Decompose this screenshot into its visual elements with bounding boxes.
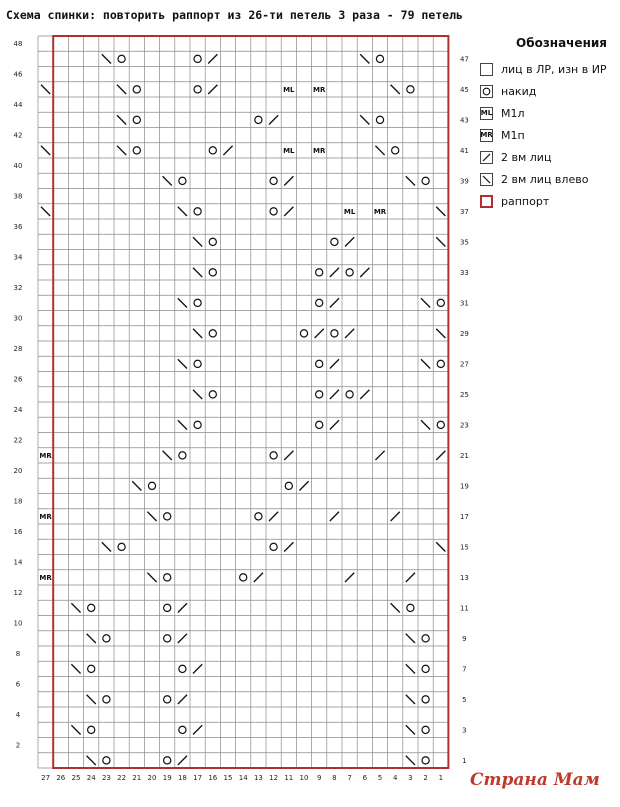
row-label-left: 42 [13,131,23,140]
row-label-right: 1 [462,756,467,765]
repeat-box-icon [480,195,493,208]
row-label-right: 39 [459,177,469,186]
row-label-left: 24 [13,406,23,415]
watermark-logo: Страна Мам [470,770,600,790]
yarn-over-mark [407,86,414,93]
row-label-left: 20 [13,467,23,476]
yarn-over-mark [88,726,95,733]
row-label-left: 6 [15,680,21,689]
k2tog-mark [269,115,278,124]
legend-label-repeat: раппорт [501,194,550,208]
column-label: 22 [117,774,127,782]
row-label-right: 5 [462,695,467,704]
yarn-over-mark [331,238,338,245]
legend-item-repeat [480,190,615,212]
yarn-over-mark [179,177,186,184]
row-label-right: 7 [462,665,467,674]
knit-stitch-icon [480,63,493,76]
k2tog-mark [330,268,339,277]
yarn-over-mark [164,696,171,703]
k2tog-mark [193,664,202,673]
ssk-mark [406,664,415,673]
row-label-right: 17 [459,512,469,521]
row-label-right: 23 [459,421,469,430]
k2tog-icon [480,151,493,164]
k2tog-mark [299,481,308,490]
row-label-right: 29 [459,329,469,338]
yarn-over-mark [240,574,247,581]
ssk-mark [360,115,369,124]
yarn-over-mark [331,330,338,337]
yarn-over-mark [88,604,95,611]
column-label: 18 [177,774,187,782]
k2tog-mark [345,237,354,246]
column-label: 12 [269,774,279,782]
ssk-mark [163,176,172,185]
ssk-mark [87,756,96,765]
column-label: 15 [223,774,233,782]
row-label-left: 12 [13,589,23,598]
row-label-left: 22 [13,436,23,445]
k2tog-mark [223,146,232,155]
k2tog-mark [193,725,202,734]
column-label: 24 [86,774,96,782]
row-label-left: 44 [13,101,23,110]
row-label-left: 18 [13,497,23,506]
k2tog-mark [315,329,324,338]
legend-label-m1r: М1п [501,128,525,142]
row-label-right: 27 [459,360,469,369]
ssk-mark [178,207,187,216]
legend-label-ssk: 2 вм лиц влево [501,172,589,186]
yarn-over-mark [194,86,201,93]
row-label-right: 31 [459,299,469,308]
k2tog-mark [375,451,384,460]
k2tog-mark [208,54,217,63]
yarn-over-mark [133,86,140,93]
column-label: 27 [41,774,51,782]
k2tog-mark [391,512,400,521]
yarn-over-mark [209,238,216,245]
yarn-over-mark [437,360,444,367]
yarn-over-mark [376,55,383,62]
column-label: 1 [438,774,444,782]
ssk-mark [421,359,430,368]
legend [480,36,615,212]
yarn-over-mark [88,665,95,672]
row-label-left: 2 [15,741,21,750]
yarn-over-mark [164,513,171,520]
m1l-icon: ML [480,107,493,120]
ssk-mark [421,298,430,307]
row-label-right: 43 [459,116,469,125]
ssk-mark [193,329,202,338]
m1r-mark: MR [313,146,326,155]
row-label-right: 45 [459,85,469,94]
row-label-left: 16 [13,528,23,537]
ssk-icon [480,173,493,186]
row-label-left: 30 [13,314,23,323]
ssk-mark [41,85,50,94]
yarn-over-mark [270,543,277,550]
ssk-mark [147,512,156,521]
ssk-mark [132,481,141,490]
ssk-mark [406,176,415,185]
row-label-right: 33 [459,268,469,277]
yarn-over-mark [133,147,140,154]
row-label-left: 26 [13,375,23,384]
column-label: 14 [238,774,248,782]
k2tog-mark [178,695,187,704]
column-label: 21 [132,774,142,782]
column-label: 17 [193,774,203,782]
legend-title: Обозначения [516,36,607,50]
yarn-over-mark [209,147,216,154]
yarn-over-mark [376,116,383,123]
row-label-left: 14 [13,558,23,567]
column-label: 20 [147,774,157,782]
legend-item-m1l [480,102,615,124]
ssk-mark [117,115,126,124]
ssk-mark [178,298,187,307]
yarn-over-mark [392,147,399,154]
column-label: 5 [377,774,383,782]
yarn-over-mark [164,635,171,642]
ssk-mark [436,542,445,551]
row-label-left: 36 [13,223,23,232]
yarn-over-mark [270,177,277,184]
ssk-mark [41,146,50,155]
ssk-mark [421,420,430,429]
yarn-over-mark [407,604,414,611]
ssk-mark [102,54,111,63]
row-label-left: 10 [13,619,23,628]
ssk-mark [406,756,415,765]
yarn-over-icon [480,85,493,98]
yarn-over-mark [179,452,186,459]
ssk-mark [71,725,80,734]
row-label-left: 46 [13,70,23,79]
column-label: 4 [392,774,398,782]
k2tog-mark [254,573,263,582]
row-label-left: 28 [13,345,23,354]
row-label-right: 21 [459,451,469,460]
ssk-mark [391,603,400,612]
legend-label-yo: накид [501,84,537,98]
yarn-over-mark [422,696,429,703]
yarn-over-mark [437,299,444,306]
column-label: 3 [408,774,413,782]
m1r-mark: MR [39,451,52,460]
k2tog-mark [360,390,369,399]
k2tog-mark [330,512,339,521]
yarn-over-mark [133,116,140,123]
legend-item-ssk [480,168,615,190]
k2tog-mark [330,420,339,429]
m1l-mark: ML [283,146,295,155]
ssk-mark [87,634,96,643]
row-label-right: 19 [459,482,469,491]
yarn-over-mark [346,391,353,398]
row-label-left: 40 [13,162,23,171]
yarn-over-mark [422,757,429,764]
column-label: 26 [56,774,66,782]
row-label-right: 47 [459,55,469,64]
ssk-mark [193,268,202,277]
yarn-over-mark [316,391,323,398]
ssk-mark [117,146,126,155]
yarn-over-mark [255,513,262,520]
ssk-mark [406,725,415,734]
yarn-over-mark [316,421,323,428]
ssk-mark [87,695,96,704]
row-label-left: 34 [13,253,23,262]
row-label-right: 35 [459,238,469,247]
yarn-over-mark [164,757,171,764]
yarn-over-mark [194,208,201,215]
ssk-mark [102,542,111,551]
ssk-mark [147,573,156,582]
column-label: 13 [253,774,263,782]
ssk-mark [178,359,187,368]
row-label-right: 15 [459,543,469,552]
k2tog-mark [284,451,293,460]
ssk-mark [406,695,415,704]
m1r-mark: MR [39,573,52,582]
yarn-over-mark [194,421,201,428]
row-label-right: 25 [459,390,469,399]
column-label: 10 [299,774,309,782]
yarn-over-mark [209,391,216,398]
column-label: 11 [284,774,294,782]
row-label-left: 48 [13,40,23,49]
yarn-over-mark [270,208,277,215]
row-label-right: 41 [459,146,469,155]
k2tog-mark [360,268,369,277]
column-label: 7 [347,774,352,782]
ssk-mark [375,146,384,155]
column-label: 23 [101,774,111,782]
row-label-left: 38 [13,192,23,201]
column-label: 8 [332,774,337,782]
ssk-mark [436,329,445,338]
yarn-over-mark [118,55,125,62]
yarn-over-mark [316,299,323,306]
legend-item-k2tog [480,146,615,168]
ssk-mark [406,634,415,643]
legend-item-knit [480,58,615,80]
column-label: 16 [208,774,218,782]
k2tog-mark [345,329,354,338]
ssk-mark [71,664,80,673]
yarn-over-mark [270,452,277,459]
yarn-over-mark [422,177,429,184]
k2tog-mark [269,512,278,521]
row-label-right: 3 [462,726,467,735]
row-label-right: 11 [459,604,469,613]
yarn-over-mark [209,269,216,276]
ssk-mark [71,603,80,612]
row-label-right: 13 [459,573,469,582]
row-label-left: 32 [13,284,23,293]
ssk-mark [436,207,445,216]
yarn-over-mark [316,360,323,367]
row-label-right: 37 [459,207,469,216]
column-label: 25 [71,774,81,782]
legend-label-m1l: М1л [501,106,525,120]
yarn-over-mark [209,330,216,337]
yarn-over-mark [316,269,323,276]
column-label: 19 [162,774,172,782]
m1r-icon: MR [480,129,493,142]
k2tog-mark [330,359,339,368]
ssk-mark [163,451,172,460]
yarn-over-mark [255,116,262,123]
ssk-mark [193,237,202,246]
yarn-over-mark [346,269,353,276]
m1r-mark: MR [313,85,326,94]
legend-item-yo [480,80,615,102]
k2tog-mark [178,634,187,643]
m1l-mark: ML [343,207,356,216]
yarn-over-mark [300,330,307,337]
column-label: 2 [423,774,428,782]
k2tog-mark [406,573,415,582]
ssk-mark [117,85,126,94]
yarn-over-mark [285,482,292,489]
row-label-right: 9 [462,634,467,643]
k2tog-mark [330,298,339,307]
m1r-mark: MR [39,512,52,521]
m1r-mark: MR [373,207,387,216]
legend-label-k2tog: 2 вм лиц [501,150,552,164]
yarn-over-mark [422,726,429,733]
k2tog-mark [178,756,187,765]
ssk-mark [391,85,400,94]
yarn-over-mark [103,757,110,764]
yarn-over-mark [179,726,186,733]
yarn-over-mark [194,55,201,62]
yarn-over-mark [164,574,171,581]
ssk-mark [178,420,187,429]
ssk-mark [360,54,369,63]
m1l-mark: ML [283,85,295,94]
k2tog-mark [208,85,217,94]
legend-item-m1r [480,124,615,146]
k2tog-mark [345,573,354,582]
yarn-over-mark [194,360,201,367]
page-title: Схема спинки: повторить раппорт из 26-ти петель 3 раза - 79 петель [6,8,463,22]
row-label-left: 8 [15,650,21,659]
yarn-over-mark [103,696,110,703]
row-label-left: 4 [15,711,21,720]
k2tog-mark [330,390,339,399]
yarn-over-mark [437,421,444,428]
yarn-over-mark [118,543,125,550]
legend-label-knit: лиц в ЛР, изн в ИР [501,62,607,76]
k2tog-mark [178,603,187,612]
yarn-over-mark [422,635,429,642]
k2tog-mark [284,207,293,216]
column-label: 9 [316,774,322,782]
yarn-over-mark [164,604,171,611]
yarn-over-mark [194,299,201,306]
yarn-over-mark [103,635,110,642]
k2tog-mark [284,542,293,551]
ssk-mark [193,390,202,399]
yarn-over-mark [179,665,186,672]
yarn-over-mark [422,665,429,672]
ssk-mark [436,237,445,246]
ssk-mark [41,207,50,216]
k2tog-mark [284,176,293,185]
column-label: 6 [362,774,368,782]
k2tog-mark [436,451,445,460]
yarn-over-mark [148,482,155,489]
